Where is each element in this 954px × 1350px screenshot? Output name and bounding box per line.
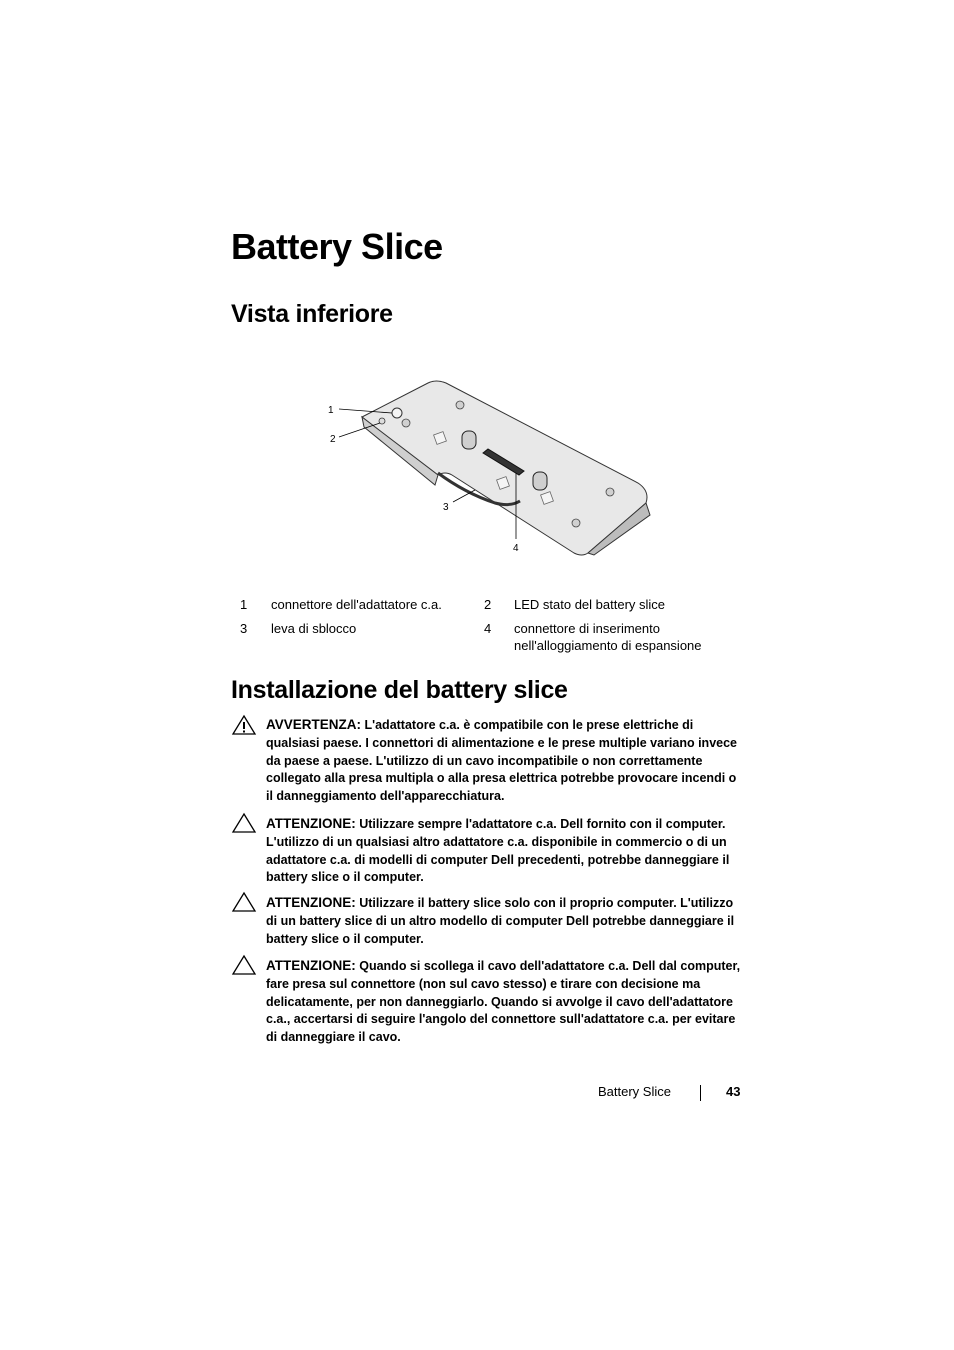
warning-notice [231, 714, 751, 806]
legend-text: LED stato del battery slice [514, 597, 666, 612]
caution-notice [231, 891, 751, 947]
notice-text: L'adattatore c.a. è compatibile con le prese elettriche di qualsiasi paese. I connettori di alimentazione e le prese multiple variano invece da paese a paese. L'utilizzo di un cavo incompatibile o non correttamente collegato alla presa multipla o alla presa elettrica potrebbe provocare incendi o il danneggiamento dell'apparecchiatura. [266, 718, 737, 804]
figure-callout-4: 4 [513, 543, 519, 554]
legend-number: 3 [240, 621, 248, 636]
ac-connector-mark [392, 408, 402, 418]
section-heading-bottom-view: Vista inferiore [231, 300, 393, 328]
notice-text: Utilizzare sempre l'adattatore c.a. Dell fornito con il computer. L'utilizzo di un qualsiasi altro adattatore c.a. disponibile in commercio o di un adattatore c.a. di modelli di computer Dell precedenti, potrebbe danneggiare il battery slice o il computer. [266, 817, 730, 885]
legend-number: 2 [484, 597, 492, 612]
legend-row [231, 596, 751, 620]
figure-callout-3: 3 [443, 502, 449, 513]
page-title: Battery Slice [231, 226, 443, 267]
footer-divider [700, 1085, 701, 1101]
legend-text: leva di sblocco [271, 621, 357, 636]
battery-slice-illustration [320, 375, 660, 560]
caution-notice [231, 954, 751, 1046]
legend-row [231, 620, 751, 660]
caution-triangle-icon [231, 812, 257, 834]
legend-text: connettore dell'adattatore c.a. [271, 597, 442, 612]
figure-callout-1: 1 [328, 405, 334, 416]
legend-number: 4 [484, 621, 492, 636]
caution-notice [231, 812, 751, 886]
legend-number: 1 [240, 597, 248, 612]
callout-legend-table [231, 596, 751, 660]
footer-section-name: Battery Slice [598, 1084, 671, 1099]
notice-text: Quando si scollega il cavo dell'adattatore c.a. Dell dal computer, fare presa sul connettore (non sul cavo stesso) e tirare con decisione ma delicatamente, per non danneggiarlo. Quando si avvolge il cavo dell'adattatore c.a., accertarsi di seguire l'angolo del connettore sull'adattatore c.a. per evitare di danneggiare il cavo. [266, 959, 741, 1045]
notice-label: AVVERTENZA: [266, 717, 362, 732]
legend-text: connettore di inserimento nell'alloggiamento di espansione [514, 621, 702, 653]
section-heading-installation: Installazione del battery slice [231, 676, 568, 704]
notice-text: Utilizzare il battery slice solo con il proprio computer. L'utilizzo di un battery slice di un altro modello di computer Dell potrebbe danneggiare il battery slice o il computer. [266, 896, 735, 946]
caution-triangle-icon [231, 954, 257, 976]
caution-triangle-icon [231, 891, 257, 913]
notice-label: ATTENZIONE: [266, 895, 356, 910]
warning-triangle-icon [231, 714, 257, 736]
figure-callout-2: 2 [330, 434, 336, 445]
notice-label: ATTENZIONE: [266, 816, 356, 831]
notice-label: ATTENZIONE: [266, 958, 356, 973]
page-number: 43 [726, 1084, 741, 1099]
